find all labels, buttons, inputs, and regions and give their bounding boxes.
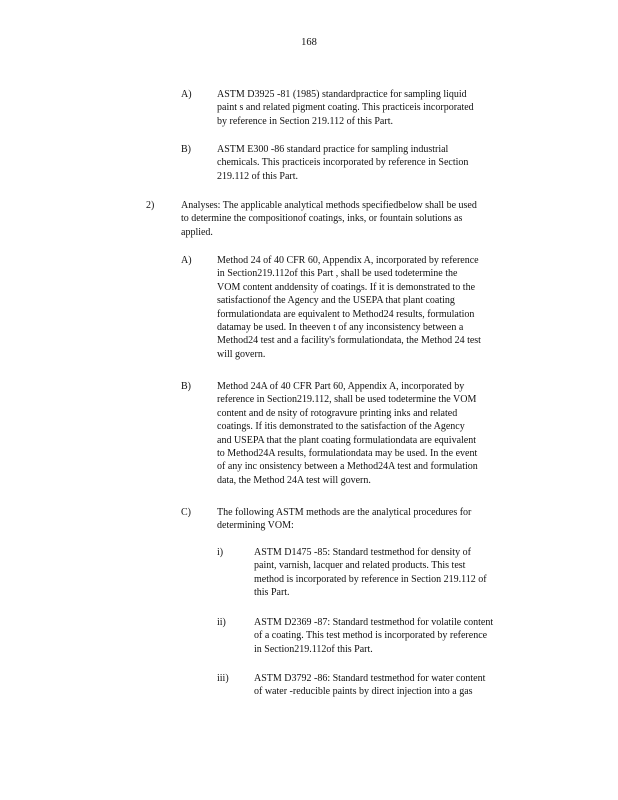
- list-text: Method 24A of 40 CFR Part 60, Appendix A, incorporated by reference in Section219.112, shall be used todetermine the VOM content and de nsity of rotogravure printing inks and related coatings. If itis demonstrated to the satisfaction of the Agency and USEPA that the plant coating formulationdata are equivalent to Method24A results, formulationdata may be used. In the event of any inc onsistency between a Method24A test and formulation data, the Method 24A test will govern.: [217, 381, 478, 486]
- list-label: A): [181, 89, 192, 100]
- list-text: Method 24 of 40 CFR 60, Appendix A, incorporated by reference in Section219.112of this Part , shall be used todetermine the VOM content anddensity of coatings. If it is demonstrated to the satisfactionof the Agency and the USEPA that plant coating formulationdata are equivalent to Method24 results, formulation datamay be used. In theeven t of any inconsistency between a Method24 test and a facility's formulationdata, the Method 24 test will govern.: [217, 255, 481, 360]
- sub-text: ASTM D3792 -86: Standard testmethod for water content of water -reducible paints by direct injection into a gas: [254, 673, 486, 698]
- sub-label: iii): [217, 673, 229, 684]
- list-label: C): [181, 507, 191, 518]
- sub-text: ASTM D2369 -87: Standard testmethod for volatile content of a coating. This test method is incorporated by reference in Section219.112of this Part.: [254, 617, 494, 655]
- list-label: B): [181, 144, 191, 155]
- sub-label: i): [217, 547, 224, 558]
- page-number: 168: [301, 37, 317, 48]
- sub-text: ASTM D1475 -85: Standard testmethod for density of paint, varnish, lacquer and related products. This test method is incorporated by reference in Section 219.112 of this Part.: [254, 547, 487, 599]
- list-text: The following ASTM methods are the analytical procedures for determining VOM:: [217, 507, 472, 532]
- list-text: ASTM E300 -86 standard practice for sampling industrial chemicals. This practiceis incorporated by reference in Section 219.112 of this Part.: [217, 144, 469, 182]
- list-label: A): [181, 255, 192, 266]
- list-text: Analyses: The applicable analytical methods specifiedbelow shall be used to determine the compositionof coatings, inks, or fountain solutions as applied.: [181, 200, 477, 238]
- list-text: ASTM D3925 -81 (1985) standardpractice for sampling liquid paint s and related pigment coating. This practiceis incorporated by reference in Section 219.112 of this Part.: [217, 89, 474, 127]
- sub-label: ii): [217, 617, 226, 628]
- list-label: B): [181, 381, 191, 392]
- list-label: 2): [146, 200, 155, 211]
